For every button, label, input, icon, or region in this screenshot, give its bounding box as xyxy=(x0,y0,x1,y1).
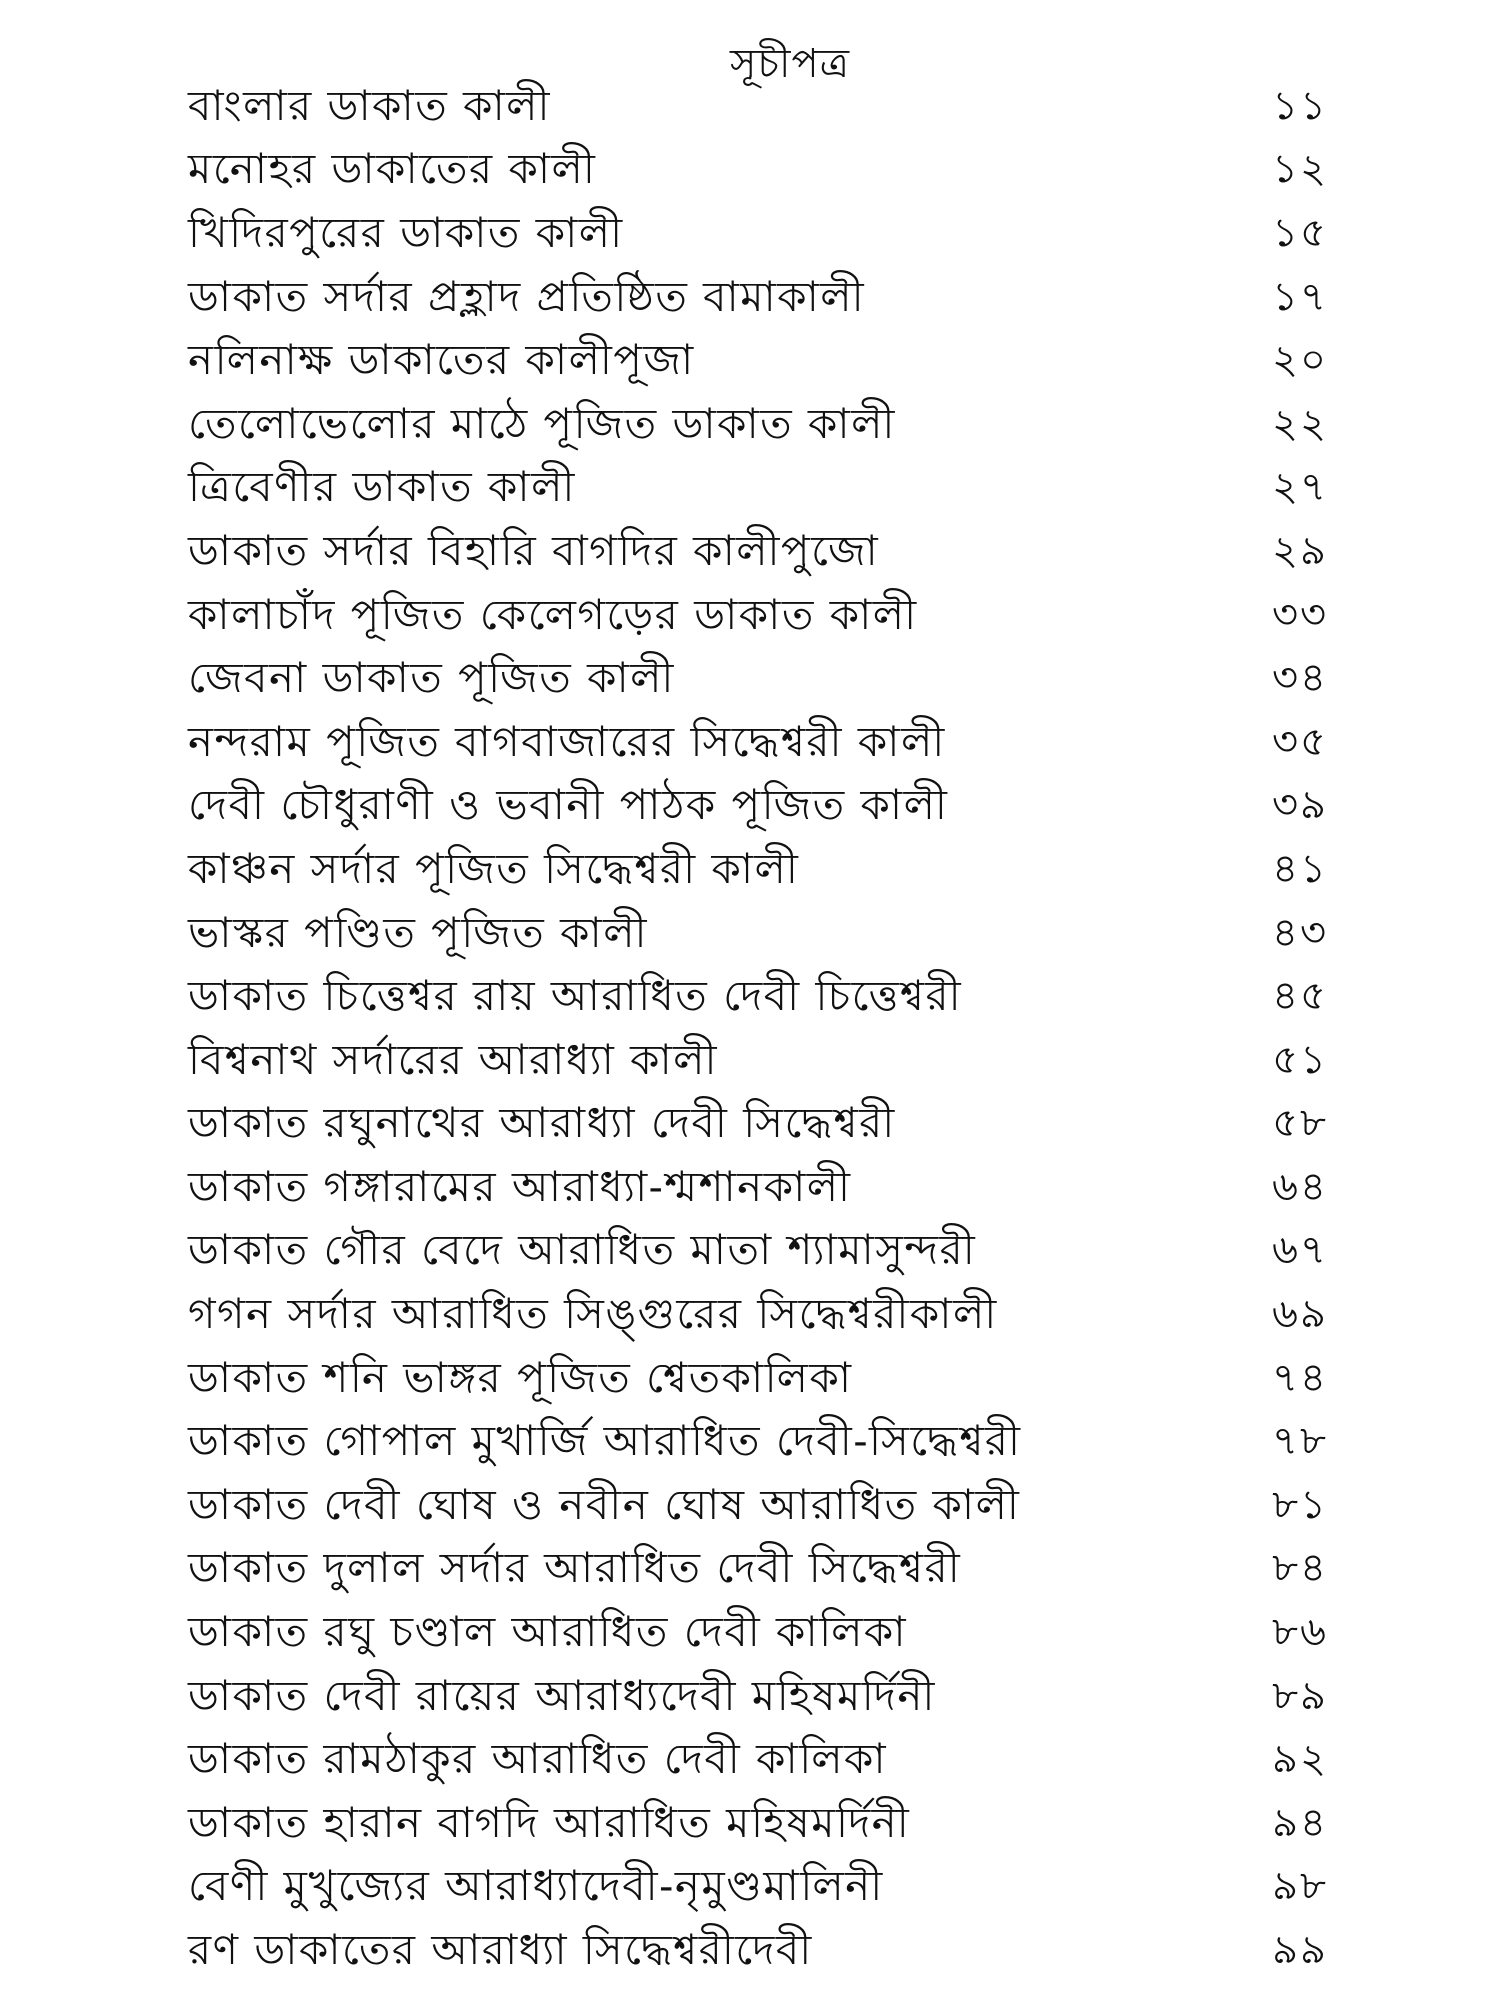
toc-entry-title: ডাকাত রঘু চণ্ডাল আরাধিত দেবী কালিকা xyxy=(188,1607,907,1657)
toc-entry-title: ডাকাত দেবী ঘোষ ও নবীন ঘোষ আরাধিত কালী xyxy=(188,1479,1021,1529)
toc-entry xyxy=(188,392,1328,456)
toc-entry xyxy=(188,138,1328,202)
toc-entry xyxy=(188,265,1328,329)
toc-entry-page-number: ৭৪ xyxy=(1272,1354,1328,1401)
toc-entry xyxy=(188,74,1328,138)
toc-entry-title: ডাকাত সর্দার প্রহ্লাদ প্রতিষ্ঠিত বামাকালী xyxy=(188,271,866,321)
toc-entry xyxy=(188,519,1328,583)
toc-entry xyxy=(188,1219,1328,1283)
toc-entry-title: কাঞ্চন সর্দার পূজিত সিদ্ধেশ্বরী কালী xyxy=(188,843,800,893)
toc-entry-page-number: ৮৬ xyxy=(1272,1609,1328,1656)
toc-entry-page-number: ২০ xyxy=(1271,337,1328,384)
toc-entry xyxy=(188,646,1328,710)
toc-entry-title: ডাকাত রামঠাকুর আরাধিত দেবী কালিকা xyxy=(188,1734,888,1784)
toc-entry xyxy=(188,1409,1328,1473)
toc-entry-page-number: ৬৭ xyxy=(1271,1227,1328,1274)
toc-entry-title: ডাকাত চিত্তেশ্বর রায় আরাধিত দেবী চিত্তেশ্বরী xyxy=(188,971,963,1021)
toc-entry-page-number: ৮৯ xyxy=(1272,1672,1328,1719)
toc-entry-page-number: ৯২ xyxy=(1272,1736,1328,1783)
toc-entry-title: ডাকাত দুলাল সর্দার আরাধিত দেবী সিদ্ধেশ্বরী xyxy=(188,1543,962,1593)
toc-entry-page-number: ৪১ xyxy=(1272,845,1328,892)
toc-entry-title: ডাকাত হারান বাগদি আরাধিত মহিষমর্দিনী xyxy=(188,1797,911,1847)
toc-entry-page-number: ১১ xyxy=(1272,82,1328,129)
toc-entry-title: রণ ডাকাতের আরাধ্যা সিদ্ধেশ্বরীদেবী xyxy=(188,1925,813,1975)
toc-entry-title: ডাকাত দেবী রায়ের আরাধ্যদেবী মহিষমর্দিনী xyxy=(188,1670,936,1720)
toc-entry xyxy=(188,1155,1328,1219)
toc-entry-page-number: ৬৯ xyxy=(1272,1291,1328,1338)
toc-entry-page-number: ৮১ xyxy=(1272,1481,1328,1528)
toc-entry-page-number: ২৭ xyxy=(1271,464,1328,511)
toc-entry xyxy=(188,456,1328,520)
toc-entry-title: ডাকাত গঙ্গারামের আরাধ্যা-শ্মশানকালী xyxy=(188,1161,852,1211)
toc-entry xyxy=(188,1918,1328,1982)
toc-entry xyxy=(188,901,1328,965)
toc-entry xyxy=(188,710,1328,774)
toc-entry xyxy=(188,583,1328,647)
toc-entry xyxy=(188,1664,1328,1728)
toc-entry xyxy=(188,328,1328,392)
toc-entry xyxy=(188,1727,1328,1791)
toc-entry-page-number: ৩৫ xyxy=(1272,718,1328,765)
toc-entry-page-number: ৬৪ xyxy=(1272,1163,1328,1210)
toc-entry xyxy=(188,1537,1328,1601)
toc-entry-title: বেণী মুখুজ্যের আরাধ্যাদেবী-নৃমুণ্ডমালিনী xyxy=(188,1861,884,1911)
toc-entry-title: ভাস্কর পণ্ডিত পূজিত কালী xyxy=(188,907,649,957)
toc-entry xyxy=(188,1346,1328,1410)
toc-entry-title: জেবনা ডাকাত পূজিত কালী xyxy=(188,653,675,703)
toc-entry xyxy=(188,1600,1328,1664)
toc-entry xyxy=(188,774,1328,838)
toc-entry-page-number: ৩৪ xyxy=(1272,655,1328,702)
toc-entry-page-number: ৯৮ xyxy=(1272,1863,1328,1910)
toc-entry-title: দেবী চৌধুরাণী ও ভবানী পাঠক পূজিত কালী xyxy=(188,780,949,830)
toc-entry xyxy=(188,1855,1328,1919)
toc-entry-title: তেলোভেলোর মাঠে পূজিত ডাকাত কালী xyxy=(188,398,896,448)
toc-entry-page-number: ১৫ xyxy=(1272,209,1328,256)
toc-entry-title: বাংলার ডাকাত কালী xyxy=(188,80,551,130)
toc-entry-page-number: ৫৮ xyxy=(1272,1100,1328,1147)
toc-entry xyxy=(188,201,1328,265)
toc-entry-page-number: ২২ xyxy=(1271,400,1328,447)
toc-entry-title: নন্দরাম পূজিত বাগবাজারের সিদ্ধেশ্বরী কালী xyxy=(188,716,946,766)
toc-entry-page-number: ৮৪ xyxy=(1272,1545,1328,1592)
toc-entry xyxy=(188,1473,1328,1537)
toc-entry-title: বিশ্বনাথ সর্দারের আরাধ্যা কালী xyxy=(188,1034,718,1084)
toc-entry-title: ডাকাত গোপাল মুখার্জি আরাধিত দেবী-সিদ্ধেশ্বরী xyxy=(188,1416,1022,1466)
toc-entry xyxy=(188,1282,1328,1346)
toc-entry-page-number: ৪৩ xyxy=(1272,909,1328,956)
toc-entry-title: কালাচাঁদ পূজিত কেলেগড়ের ডাকাত কালী xyxy=(188,589,918,639)
toc-entry-title: মনোহর ডাকাতের কালী xyxy=(188,144,597,194)
page-title: সূচীপত্র xyxy=(730,41,850,87)
toc-entry xyxy=(188,1028,1328,1092)
toc-entry-page-number: ১৭ xyxy=(1272,273,1328,320)
toc-entry xyxy=(188,1791,1328,1855)
toc-entry xyxy=(188,964,1328,1028)
toc-entry-title: ডাকাত শনি ভাঙ্গর পূজিত শ্বেতকালিকা xyxy=(188,1352,853,1402)
toc-entry-title: ডাকাত সর্দার বিহারি বাগদির কালীপুজো xyxy=(188,525,880,575)
toc-entry-page-number: ৫১ xyxy=(1272,1036,1328,1083)
toc-list xyxy=(188,74,1328,1982)
toc-entry-page-number: ১২ xyxy=(1272,146,1328,193)
toc-entry-page-number: ৯৯ xyxy=(1272,1927,1328,1974)
toc-entry-title: নলিনাক্ষ ডাকাতের কালীপূজা xyxy=(188,335,695,385)
toc-entry-title: ডাকাত রঘুনাথের আরাধ্যা দেবী সিদ্ধেশ্বরী xyxy=(188,1098,896,1148)
toc-entry-title: খিদিরপুরের ডাকাত কালী xyxy=(188,207,624,257)
toc-entry-page-number: ৭৮ xyxy=(1272,1418,1328,1465)
toc-entry-page-number: ৩৩ xyxy=(1271,591,1328,638)
toc-entry-page-number: ৩৯ xyxy=(1272,782,1328,829)
toc-entry-title: গগন সর্দার আরাধিত সিঙ্গুরের সিদ্ধেশ্বরীকালী xyxy=(188,1289,998,1339)
toc-entry-page-number: ৯৪ xyxy=(1272,1799,1328,1846)
toc-entry-title: ডাকাত গৌর বেদে আরাধিত মাতা শ্যামাসুন্দরী xyxy=(188,1225,977,1275)
toc-entry-title: ত্রিবেণীর ডাকাত কালী xyxy=(188,462,576,512)
toc-entry xyxy=(188,837,1328,901)
toc-entry-page-number: ৪৫ xyxy=(1272,973,1328,1020)
toc-entry xyxy=(188,1092,1328,1156)
toc-entry-page-number: ২৯ xyxy=(1272,527,1328,574)
